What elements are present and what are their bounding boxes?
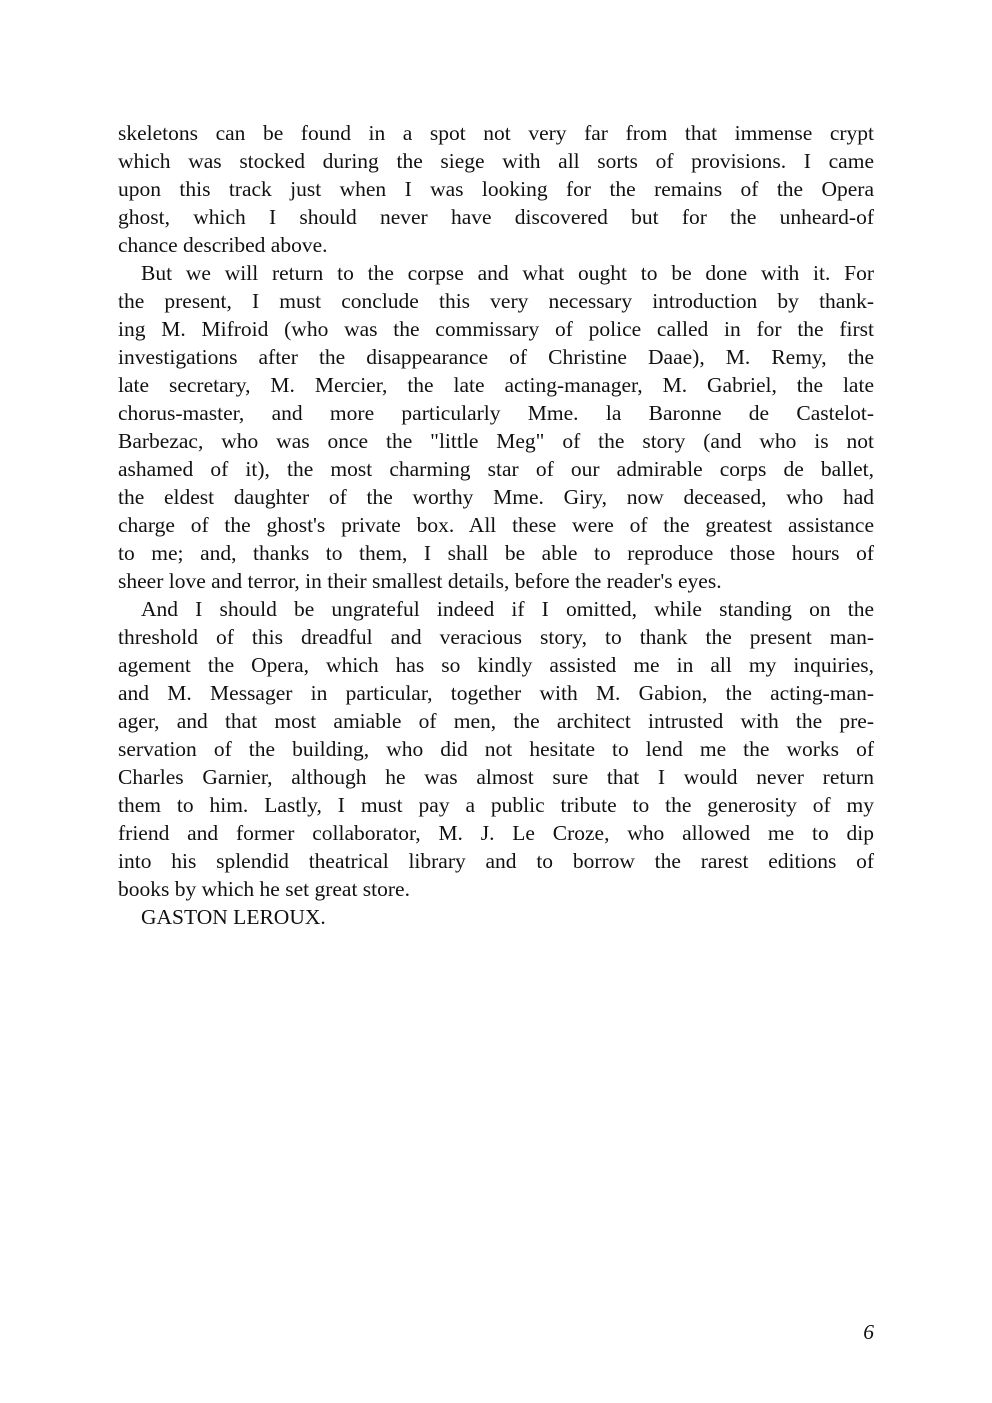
text-line: skeletons can be found in a spot not very far from that immense crypt <box>118 121 874 145</box>
text-line: late secretary, M. Mercier, the late acting-manager, M. Gabriel, the late <box>118 373 874 397</box>
text-line: threshold of this dreadful and veracious story, to thank the present man- <box>118 625 874 649</box>
signature: GASTON LEROUX. <box>141 905 326 929</box>
text-line: But we will return to the corpse and what ought to be done with it. For <box>141 261 874 285</box>
text-line: to me; and, thanks to them, I shall be able to reproduce those hours of <box>118 541 874 565</box>
text-line: which was stocked during the siege with all sorts of provisions. I came <box>118 149 874 173</box>
text-line: Charles Garnier, although he was almost sure that I would never return <box>118 765 874 789</box>
text-line: them to him. Lastly, I must pay a public tribute to the generosity of my <box>118 793 874 817</box>
text-line: Barbezac, who was once the "little Meg" of the story (and who is not <box>118 429 874 453</box>
text-line: upon this track just when I was looking for the remains of the Opera <box>118 177 874 201</box>
text-line: chance described above. <box>118 233 328 257</box>
paragraph <box>118 119 874 259</box>
text-line: the present, I must conclude this very necessary introduction by thank- <box>118 289 874 313</box>
text-line: And I should be ungrateful indeed if I omitted, while standing on the <box>141 597 874 621</box>
text-line: servation of the building, who did not hesitate to lend me the works of <box>118 737 874 761</box>
text-line: books by which he set great store. <box>118 877 410 901</box>
text-line: chorus-master, and more particularly Mme. la Baronne de Castelot- <box>118 401 874 425</box>
paragraph <box>118 259 874 595</box>
text-line: into his splendid theatrical library and to borrow the rarest editions of <box>118 849 874 873</box>
text-line: ashamed of it), the most charming star of our admirable corps de ballet, <box>118 457 874 481</box>
text-line: agement the Opera, which has so kindly assisted me in all my inquiries, <box>118 653 874 677</box>
text-line: ager, and that most amiable of men, the architect intrusted with the pre- <box>118 709 874 733</box>
text-line: charge of the ghost's private box. All these were of the greatest assistance <box>118 513 874 537</box>
text-line: sheer love and terror, in their smallest details, before the reader's eyes. <box>118 569 722 593</box>
text-line: the eldest daughter of the worthy Mme. Giry, now deceased, who had <box>118 485 874 509</box>
page-number: 6 <box>863 1320 874 1344</box>
text-line: investigations after the disappearance of Christine Daae), M. Remy, the <box>118 345 874 369</box>
paragraph <box>118 595 874 903</box>
text-line: ghost, which I should never have discovered but for the unheard-of <box>118 205 874 229</box>
text-line: friend and former collaborator, M. J. Le Croze, who allowed me to dip <box>118 821 874 845</box>
body-text <box>118 119 874 931</box>
text-line: ing M. Mifroid (who was the commissary of police called in for the first <box>118 317 874 341</box>
text-line: and M. Messager in particular, together with M. Gabion, the acting-man- <box>118 681 874 705</box>
